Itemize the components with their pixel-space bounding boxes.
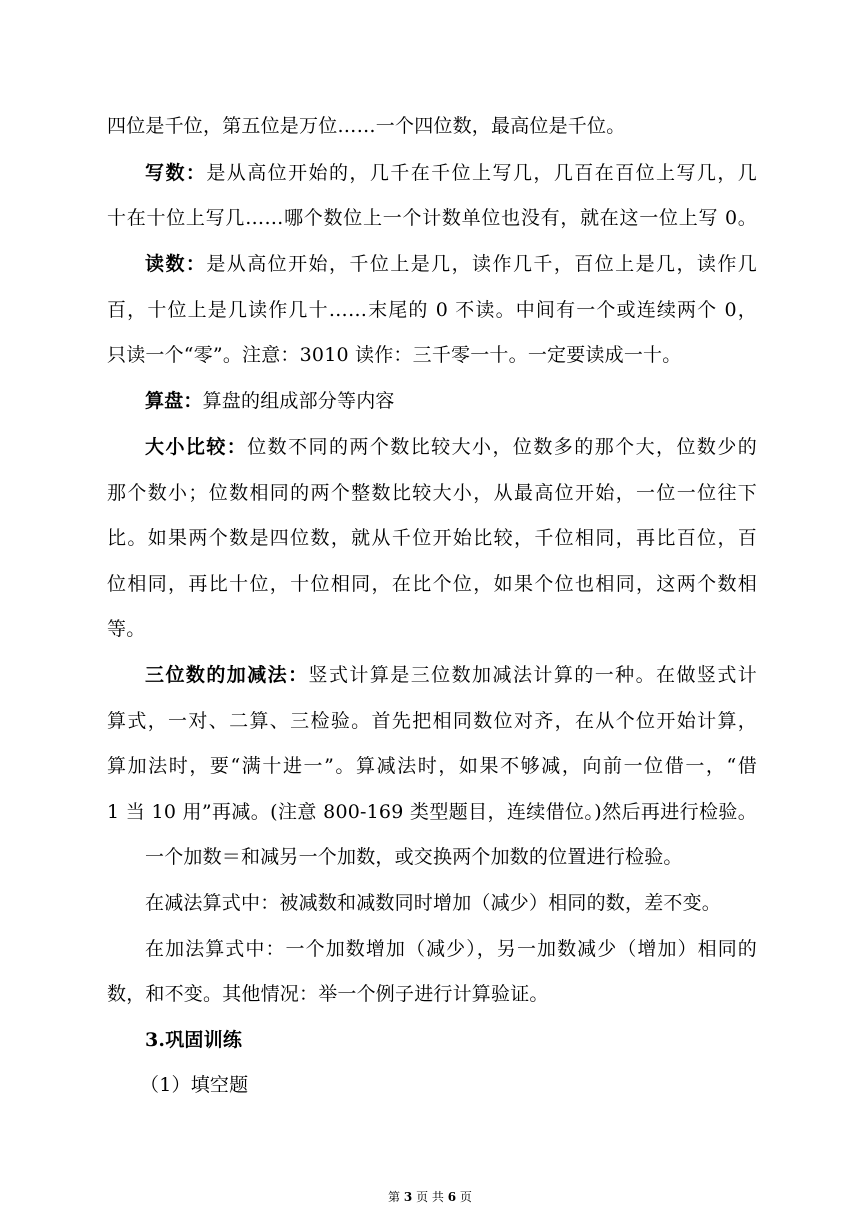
paragraph-add-subtract [145,663,757,687]
footer-total-pages: 6 [447,1190,457,1204]
text-line: 比。如果两个数是四位数，就从千位开始比较，千位相同，再比百位，百 [107,527,757,549]
footer-prefix: 第 [388,1190,401,1204]
text-line: 是从高位开始，千位上是几，读作几千，百位上是几，读作几 [206,253,757,275]
label-add-subtract: 三位数的加减法： [145,664,309,686]
page-footer [0,1190,860,1204]
text-line: 竖式计算是三位数加减法计算的一种。在做竖式计 [308,664,757,686]
text-line: 百，十位上是几读作几十……末尾的 0 不读。中间有一个或连续两个 0， [107,299,757,321]
text-line: 算盘的组成部分等内容 [202,390,395,412]
footer-page-number: 3 [403,1190,413,1204]
text-line: 算式，一对、二算、三检验。首先把相同数位对齐，在从个位开始计算， [107,710,757,732]
paragraph-compare [145,435,757,459]
subsection-heading: （1）填空题 [140,1074,249,1096]
footer-suffix: 页 [459,1190,472,1204]
text-line: 一个加数＝和减另一个加数，或交换两个加数的位置进行检验。 [145,846,683,868]
footer-mid: 页 共 [416,1190,444,1204]
label-abacus: 算盘： [145,390,203,412]
text-line: 在加法算式中：一个加数增加（减少），另一加数减少（增加）相同的 [145,938,757,960]
label-read-numbers: 读数： [145,253,207,275]
text-line: 十在十位上写几……哪个数位上一个计数单位也没有，就在这一位上写 0。 [107,207,757,229]
text-line: 等。 [107,618,146,640]
label-write-numbers: 写数： [145,162,207,184]
text-line: 数，和不变。其他情况：举一个例子进行计算验证。 [107,983,549,1005]
paragraph-abacus [145,389,795,413]
text-line: 位相同，再比十位，十位相同，在比个位，如果个位也相同，这两个数相 [107,573,757,595]
text-line: 是从高位开始的，几千在千位上写几，几百在百位上写几，几 [206,162,757,184]
text-line: 算加法时，要“满十进一”。算减法时，如果不够减，向前一位借一，“借 [107,755,757,777]
text-line: 在减法算式中：被减数和减数同时增加（减少）相同的数，差不变。 [145,892,722,914]
text-line: 四位是千位，第五位是万位……一个四位数，最高位是千位。 [107,115,626,137]
text-line: 那个数小；位数相同的两个整数比较大小，从最高位开始，一位一位往下 [107,482,757,504]
section-heading: 3.巩固训练 [145,1029,243,1051]
label-compare: 大小比较： [145,436,248,458]
text-line: 位数不同的两个数比较大小，位数多的那个大，位数少的 [247,436,757,458]
paragraph-read-numbers [145,252,757,276]
text-line: 只读一个“零”。注意：3010 读作：三千零一十。一定要读成一十。 [107,344,682,366]
paragraph-write-numbers [145,161,757,185]
text-line: 1 当 10 用”再减。(注意 800-169 类型题目，连续借位。)然后再进行检验。 [107,801,757,823]
